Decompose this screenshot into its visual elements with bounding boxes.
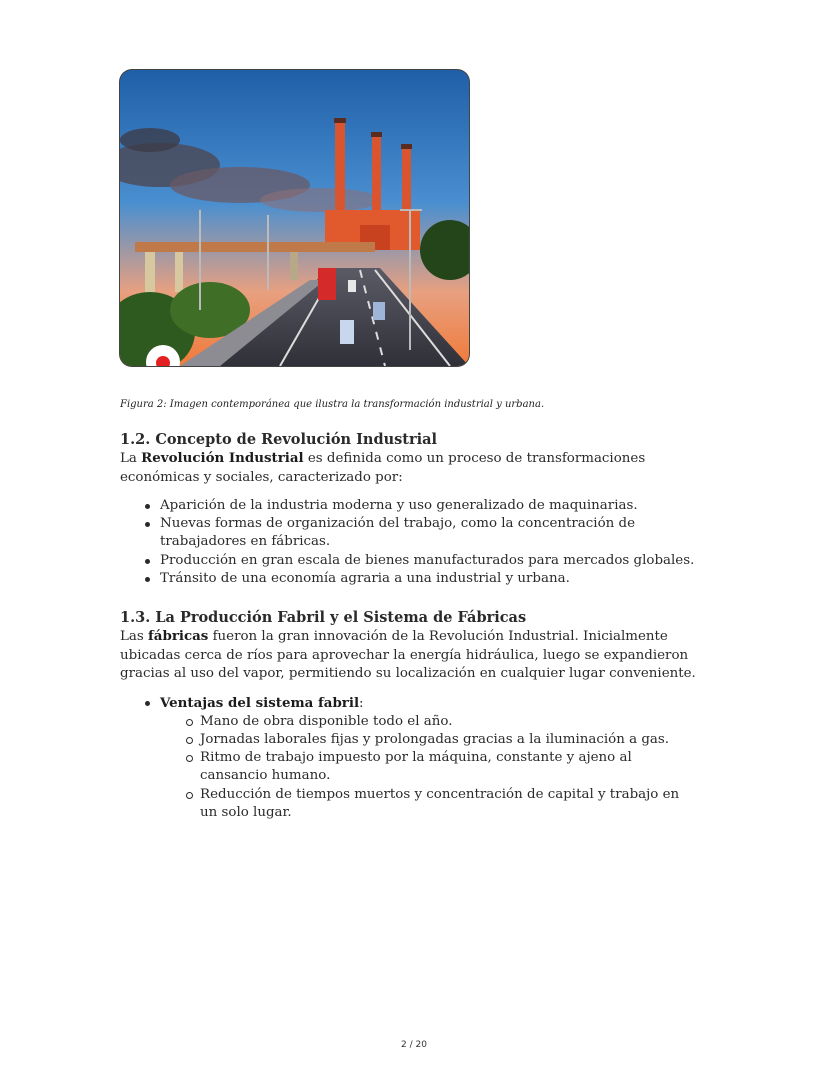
section-intro bbox=[120, 627, 720, 684]
figure-caption: Figura 2: Imagen contemporánea que ilustra la transformación industrial y urbana. bbox=[120, 399, 545, 410]
intro-bold-term: fábricas bbox=[148, 628, 209, 644]
characteristics-list bbox=[120, 497, 720, 588]
intro-text: Las bbox=[120, 629, 149, 644]
sublist-item: Reducción de tiempos muertos y concentración de capital y trabajo en un solo lugar. bbox=[200, 786, 700, 822]
intro-text: es definida como un proceso de transformaciones económicas y sociales, caracterizado por: bbox=[120, 451, 646, 485]
list-item: Aparición de la industria moderna y uso generalizado de maquinarias. bbox=[160, 497, 720, 515]
intro-text: fueron la gran innovación de la Revolución Industrial. Inicialmente ubicadas cerca de ríos para aprovechar la energía hidráulica, luego se expandieron gracias al uso del vapor, permitiendo su localización en cualquier lugar conveniente. bbox=[120, 629, 696, 681]
section-intro bbox=[120, 449, 720, 487]
page-number: 2 / 20 bbox=[401, 1040, 427, 1050]
list-item: Nuevas formas de organización del trabajo, como la concentración de trabajadores en fábricas. bbox=[160, 515, 720, 551]
section-heading: 1.3. La Producción Fabril y el Sistema de Fábricas bbox=[120, 609, 527, 626]
list-item: Tránsito de una economía agraria a una industrial y urbana. bbox=[160, 570, 720, 588]
list-item bbox=[160, 694, 720, 822]
sublist-item: Jornadas laborales fijas y prolongadas gracias a la iluminación a gas. bbox=[200, 731, 700, 749]
advantages-list bbox=[120, 694, 720, 822]
sublist-item: Mano de obra disponible todo el año. bbox=[200, 713, 700, 731]
section-concepto bbox=[120, 430, 720, 588]
label-colon: : bbox=[359, 695, 364, 711]
intro-text: La bbox=[120, 451, 142, 466]
list-item: Producción en gran escala de bienes manufacturados para mercados globales. bbox=[160, 552, 720, 570]
advantages-label: Ventajas del sistema fabril bbox=[160, 694, 360, 711]
sublist-item: Ritmo de trabajo impuesto por la máquina, constante y ajeno al cansancio humano. bbox=[200, 749, 700, 785]
advantages-sublist bbox=[160, 713, 700, 822]
section-heading: 1.2. Concepto de Revolución Industrial bbox=[120, 431, 438, 448]
intro-bold-term: Revolución Industrial bbox=[141, 450, 304, 466]
industrial-scene-illustration bbox=[120, 70, 469, 366]
section-produccion-fabril bbox=[120, 608, 720, 822]
figure-image bbox=[120, 70, 469, 366]
